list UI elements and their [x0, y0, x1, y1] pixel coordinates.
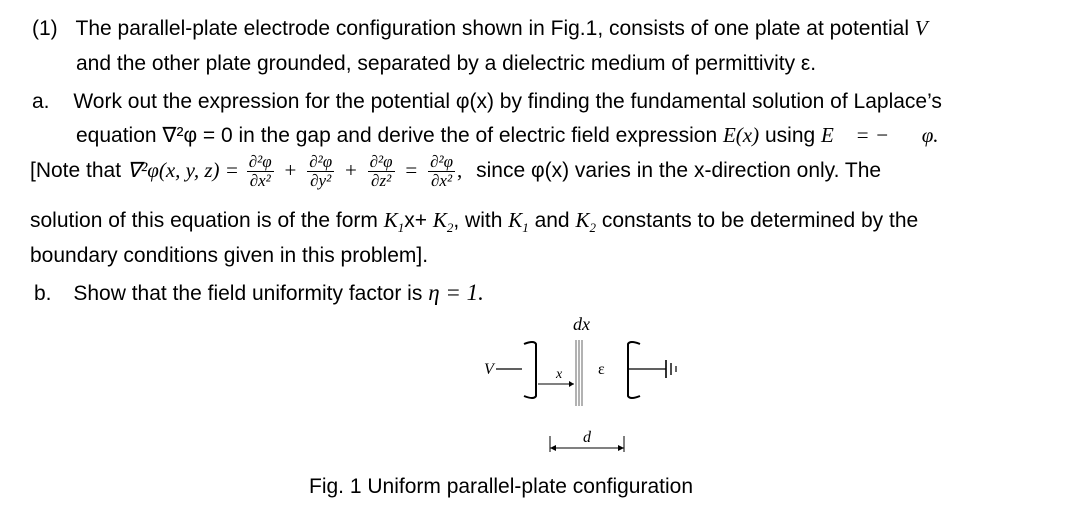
part-a-text-1: Work out the expression for the potential φ(x) by finding the fundamental solution of Laplace’s — [73, 90, 942, 113]
part-b-text: Show that the field uniformity factor is — [73, 282, 423, 305]
problem-text-2: and the other plate grounded, separated by a dielectric medium of permittivity ε. — [76, 52, 817, 75]
field-gradient-equation: E⃗ = −∇⃗φ. — [821, 123, 939, 147]
solution-text-a: solution of this equation is of the form — [30, 209, 378, 232]
part-b-line — [34, 279, 484, 307]
using-word: using — [764, 124, 816, 147]
d-arrow-right — [618, 445, 624, 451]
fraction-y — [307, 153, 334, 190]
left-electrode — [524, 342, 536, 398]
part-a-line-1 — [32, 89, 942, 114]
plus-2: + — [344, 157, 357, 182]
dx-label: dx — [573, 314, 590, 334]
fraction-x — [247, 153, 274, 190]
boundary-text: boundary conditions given in this problem]. — [30, 244, 429, 267]
fraction-result-num: ∂²φ — [430, 152, 453, 171]
figure-caption-text: Fig. 1 Uniform parallel-plate configuration — [309, 475, 694, 498]
note-end: since φ(x) varies in the x-direction only. The — [476, 158, 882, 182]
fraction-result — [428, 153, 455, 190]
problem-text-1: The parallel-plate electrode configuration shown in Fig.1, consists of one plate at potential — [75, 17, 910, 40]
eta-equation: η = 1. — [428, 280, 484, 305]
problem-line-1 — [32, 16, 928, 41]
figure-caption — [309, 474, 693, 499]
fraction-x-den: ∂x² — [247, 171, 274, 190]
potential-symbol: V — [914, 16, 928, 40]
fraction-z-num: ∂²φ — [369, 152, 393, 171]
laplacian-lhs: ∇²φ(x, y, z) = — [126, 157, 239, 182]
right-electrode — [628, 342, 640, 398]
part-b-label: b. — [34, 282, 52, 305]
solution-and: and — [534, 209, 570, 232]
solution-line — [30, 208, 918, 236]
fraction-result-den: ∂x² — [428, 171, 455, 190]
part-a-label: a. — [32, 90, 50, 113]
part-a-text-2: equation ∇²φ = 0 in the gap and derive the of electric field expression — [76, 124, 718, 147]
k1-symbol-2: $K_1$ — [508, 208, 529, 236]
note-comma: , — [457, 157, 463, 182]
solution-text-b: , with — [453, 209, 503, 232]
solution-text-c: constants to be determined by the — [601, 209, 919, 232]
fraction-y-den: ∂y² — [307, 171, 334, 190]
boundary-line — [30, 243, 428, 268]
k1-symbol: $K_1$ — [383, 208, 405, 236]
epsilon-label: ε — [598, 361, 605, 378]
note-start: [Note that — [30, 158, 122, 182]
solution-x-plus: x+ — [404, 209, 427, 232]
fraction-x-num: ∂²φ — [248, 152, 272, 171]
v-label: V — [484, 361, 494, 378]
fraction-z-den: ∂z² — [368, 171, 395, 190]
k2-symbol-2: $K_2$ — [575, 208, 596, 236]
problem-number: (1) — [32, 17, 58, 40]
fraction-z — [368, 153, 395, 190]
part-a-line-2 — [76, 123, 939, 148]
note-line — [30, 153, 1030, 190]
d-arrow-left — [550, 445, 556, 451]
x-label: x — [556, 367, 563, 382]
equals-sign: = — [405, 157, 418, 182]
d-label: d — [583, 429, 591, 446]
parallel-plate-figure — [470, 308, 700, 460]
x-arrow-head — [569, 381, 574, 387]
plus-1: + — [284, 157, 297, 182]
k2-symbol: $K_2$ — [432, 208, 454, 236]
electric-field-symbol: E(x) — [722, 123, 760, 147]
problem-line-2 — [76, 51, 816, 76]
fraction-y-num: ∂²φ — [309, 152, 333, 171]
